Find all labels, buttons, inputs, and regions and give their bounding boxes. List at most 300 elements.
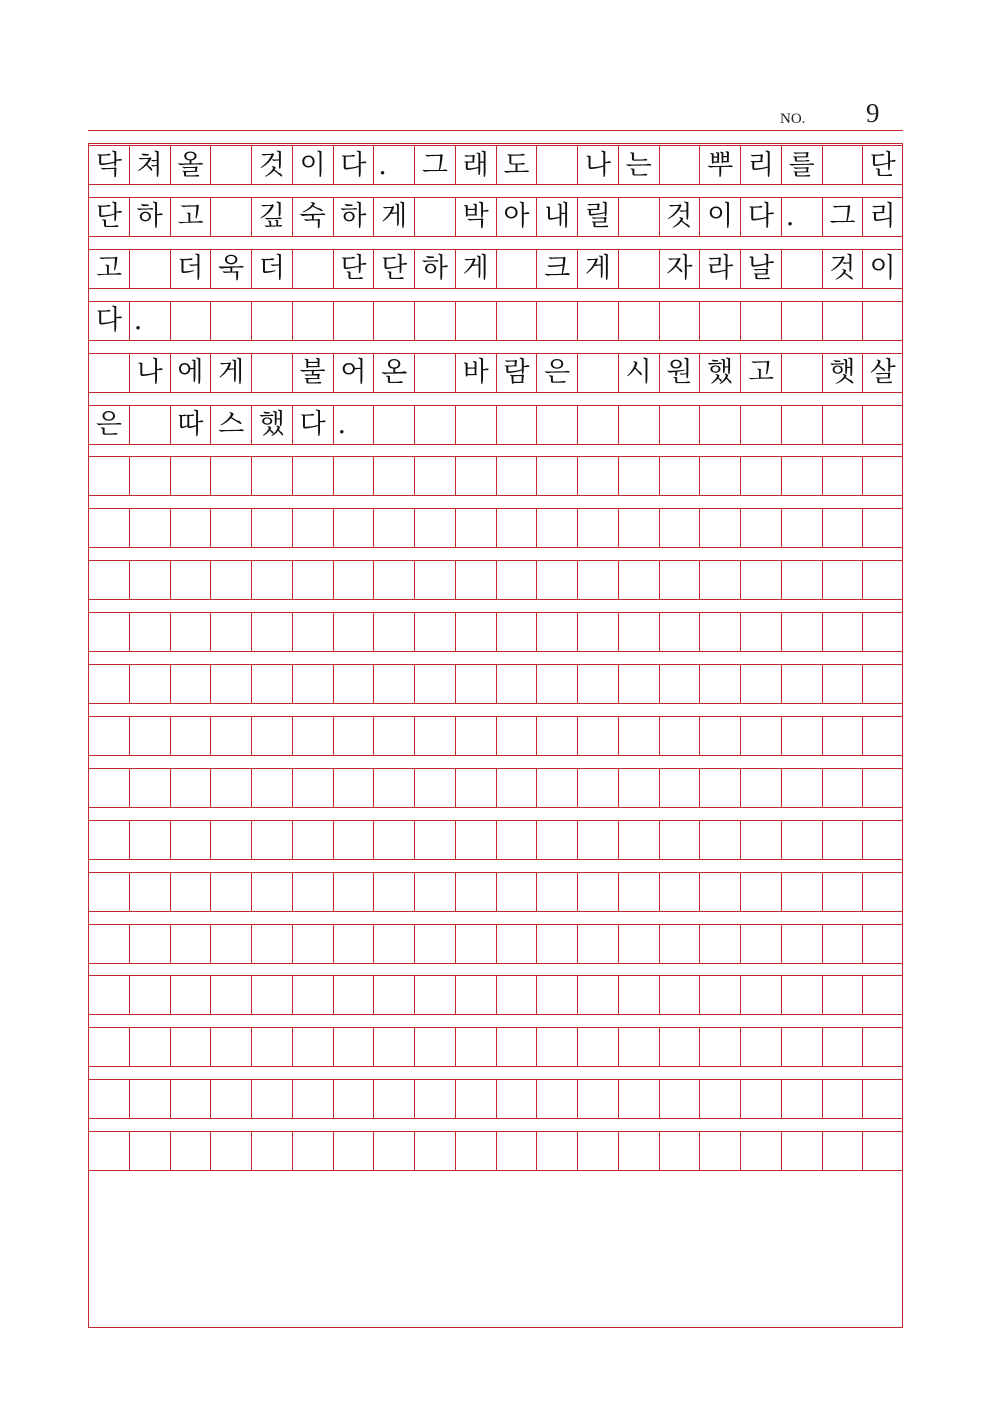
grid-cell <box>781 820 822 860</box>
grid-cell <box>781 664 822 704</box>
grid-cell <box>740 716 781 756</box>
grid-cell <box>862 1027 903 1067</box>
grid-cell <box>170 872 211 912</box>
grid-cell <box>618 664 659 704</box>
grid-cell <box>373 456 414 496</box>
grid-cell: 불 <box>292 353 333 393</box>
grid-cell: 게 <box>455 249 496 289</box>
grid-cell <box>536 872 577 912</box>
grid-cell: 햇 <box>822 353 863 393</box>
grid-cell <box>333 508 374 548</box>
grid-cell <box>333 924 374 964</box>
grid-cell <box>292 456 333 496</box>
grid-cell <box>333 1027 374 1067</box>
grid-cell: 게 <box>373 197 414 237</box>
grid-cell <box>88 456 129 496</box>
grid-cell <box>862 664 903 704</box>
grid-cell <box>373 716 414 756</box>
grid-cell: 그 <box>414 145 455 185</box>
grid-cell: 다 <box>292 405 333 445</box>
grid-cell <box>251 353 292 393</box>
grid-cell <box>129 1079 170 1119</box>
grid-cell <box>577 1027 618 1067</box>
grid-cell: 래 <box>455 145 496 185</box>
grid-cell <box>455 1131 496 1171</box>
grid-cell <box>129 716 170 756</box>
grid-cell: 게 <box>577 249 618 289</box>
grid-cell <box>536 560 577 600</box>
grid-cell <box>129 924 170 964</box>
grid-cell <box>373 508 414 548</box>
grid-cell <box>740 1131 781 1171</box>
grid-cell <box>170 1027 211 1067</box>
page-number: 9 <box>866 98 880 128</box>
grid-cell <box>496 249 537 289</box>
grid-cell <box>88 508 129 548</box>
grid-cell <box>210 301 251 341</box>
grid-cell <box>740 975 781 1015</box>
grid-cell <box>536 768 577 808</box>
grid-cell: . <box>129 301 170 341</box>
grid-cell <box>618 716 659 756</box>
grid-cell: 살 <box>862 353 903 393</box>
grid-cell <box>88 353 129 393</box>
grid-row <box>88 145 903 183</box>
grid-cell <box>659 1131 700 1171</box>
grid-cell: 이 <box>862 249 903 289</box>
grid-cell: 는 <box>618 145 659 185</box>
grid-cell <box>170 301 211 341</box>
grid-cell: 시 <box>618 353 659 393</box>
grid-cell <box>699 820 740 860</box>
grid-cell <box>170 664 211 704</box>
grid-cell: 더 <box>251 249 292 289</box>
grid-cell <box>373 612 414 652</box>
grid-cell <box>496 975 537 1015</box>
grid-cell <box>740 664 781 704</box>
grid-cell: 쳐 <box>129 145 170 185</box>
grid-cell: 내 <box>536 197 577 237</box>
grid-cell <box>414 353 455 393</box>
grid-cell: 그 <box>822 197 863 237</box>
grid-cell <box>496 872 537 912</box>
grid-cell <box>292 1079 333 1119</box>
grid-cell <box>414 1131 455 1171</box>
grid-cell <box>414 301 455 341</box>
grid-cell <box>210 1027 251 1067</box>
grid-cell <box>536 716 577 756</box>
grid-cell <box>414 975 455 1015</box>
grid-cell <box>455 612 496 652</box>
grid-cell <box>781 768 822 808</box>
grid-cell <box>740 872 781 912</box>
grid-cell <box>129 612 170 652</box>
grid-cell <box>292 872 333 912</box>
grid-cell <box>781 924 822 964</box>
grid-cell <box>496 1027 537 1067</box>
grid-cell <box>618 560 659 600</box>
grid-cell <box>659 924 700 964</box>
grid-cell <box>88 560 129 600</box>
grid-cell: 욱 <box>210 249 251 289</box>
grid-cell <box>373 1027 414 1067</box>
grid-cell <box>496 820 537 860</box>
grid-cell <box>740 924 781 964</box>
grid-row <box>88 768 903 806</box>
grid-cell <box>496 456 537 496</box>
grid-cell <box>292 1131 333 1171</box>
grid-cell <box>699 1131 740 1171</box>
grid-cell <box>822 924 863 964</box>
grid-cell <box>740 405 781 445</box>
grid-cell <box>170 924 211 964</box>
grid-cell <box>455 820 496 860</box>
grid-cell <box>251 560 292 600</box>
grid-row <box>88 924 903 962</box>
grid-cell <box>862 820 903 860</box>
grid-row <box>88 405 903 443</box>
grid-cell <box>699 612 740 652</box>
grid-cell <box>862 456 903 496</box>
grid-row <box>88 508 903 546</box>
grid-cell <box>88 612 129 652</box>
grid-cell <box>210 1079 251 1119</box>
grid-cell <box>699 560 740 600</box>
grid-cell <box>822 560 863 600</box>
grid-cell <box>455 924 496 964</box>
grid-cell <box>699 301 740 341</box>
grid-cell <box>699 924 740 964</box>
grid-cell <box>659 301 700 341</box>
grid-cell <box>618 924 659 964</box>
grid-cell <box>414 1079 455 1119</box>
grid-cell <box>373 1079 414 1119</box>
grid-cell <box>414 1027 455 1067</box>
grid-cell: 리 <box>862 197 903 237</box>
grid-cell <box>88 1079 129 1119</box>
grid-cell <box>862 612 903 652</box>
grid-cell <box>414 768 455 808</box>
grid-cell: 단 <box>88 197 129 237</box>
grid-cell <box>292 560 333 600</box>
grid-cell <box>822 301 863 341</box>
grid-cell <box>536 975 577 1015</box>
grid-cell: 깊 <box>251 197 292 237</box>
grid-cell <box>333 301 374 341</box>
grid-cell: 람 <box>496 353 537 393</box>
grid-cell <box>373 975 414 1015</box>
grid-cell <box>414 716 455 756</box>
grid-cell <box>129 456 170 496</box>
grid-cell <box>455 1079 496 1119</box>
grid-cell <box>496 301 537 341</box>
grid-cell: 온 <box>373 353 414 393</box>
grid-cell <box>414 924 455 964</box>
grid-cell <box>292 508 333 548</box>
grid-cell: 것 <box>822 249 863 289</box>
grid-cell <box>822 612 863 652</box>
grid-cell: 닥 <box>88 145 129 185</box>
grid-row <box>88 301 903 339</box>
grid-cell <box>414 820 455 860</box>
grid-cell <box>88 872 129 912</box>
grid-cell <box>781 975 822 1015</box>
grid-cell <box>822 716 863 756</box>
grid-cell <box>781 612 822 652</box>
grid-cell: 은 <box>88 405 129 445</box>
grid-row <box>88 353 903 391</box>
grid-cell <box>210 975 251 1015</box>
grid-cell: 리 <box>740 145 781 185</box>
grid-cell <box>618 768 659 808</box>
grid-cell: 원 <box>659 353 700 393</box>
grid-cell <box>170 768 211 808</box>
grid-cell <box>618 249 659 289</box>
grid-cell <box>781 405 822 445</box>
grid-cell <box>333 456 374 496</box>
grid-cell <box>251 1131 292 1171</box>
grid-cell <box>373 768 414 808</box>
grid-cell: 고 <box>88 249 129 289</box>
grid-cell: 하 <box>129 197 170 237</box>
grid-cell <box>455 301 496 341</box>
grid-cell: 것 <box>251 145 292 185</box>
grid-cell <box>333 1131 374 1171</box>
grid-cell <box>699 975 740 1015</box>
grid-cell <box>577 1131 618 1171</box>
grid-cell <box>373 405 414 445</box>
grid-cell: 했 <box>251 405 292 445</box>
grid-cell <box>251 456 292 496</box>
grid-cell <box>740 612 781 652</box>
grid-cell <box>862 405 903 445</box>
grid-cell <box>170 1079 211 1119</box>
grid-cell <box>862 1079 903 1119</box>
grid-cell <box>659 872 700 912</box>
grid-cell <box>455 975 496 1015</box>
grid-cell <box>210 820 251 860</box>
grid-cell <box>536 820 577 860</box>
grid-row <box>88 456 903 494</box>
grid-cell <box>129 405 170 445</box>
grid-cell <box>170 508 211 548</box>
grid-cell: 올 <box>170 145 211 185</box>
grid-cell <box>333 975 374 1015</box>
grid-cell <box>373 664 414 704</box>
grid-cell <box>536 145 577 185</box>
grid-cell <box>210 664 251 704</box>
grid-cell <box>577 560 618 600</box>
grid-cell: 다 <box>333 145 374 185</box>
grid-row <box>88 1027 903 1065</box>
grid-cell <box>862 716 903 756</box>
grid-cell <box>618 301 659 341</box>
grid-cell <box>659 975 700 1015</box>
grid-cell <box>170 975 211 1015</box>
grid-cell <box>659 612 700 652</box>
grid-cell <box>455 456 496 496</box>
grid-cell <box>414 197 455 237</box>
grid-cell <box>536 1131 577 1171</box>
grid-cell <box>210 612 251 652</box>
grid-cell <box>577 612 618 652</box>
grid-row <box>88 1079 903 1117</box>
grid-cell <box>577 768 618 808</box>
grid-cell <box>373 560 414 600</box>
grid-cell <box>210 716 251 756</box>
grid-cell <box>414 405 455 445</box>
grid-cell <box>740 301 781 341</box>
grid-cell <box>251 975 292 1015</box>
grid-cell <box>740 768 781 808</box>
grid-cell <box>536 456 577 496</box>
grid-cell <box>210 872 251 912</box>
grid-cell <box>577 975 618 1015</box>
grid-cell: 다 <box>88 301 129 341</box>
grid-cell: 박 <box>455 197 496 237</box>
grid-cell <box>862 975 903 1015</box>
page-number-label: NO. <box>780 111 806 127</box>
grid-cell <box>333 664 374 704</box>
grid-cell <box>781 1079 822 1119</box>
grid-cell: 이 <box>699 197 740 237</box>
grid-cell <box>496 924 537 964</box>
grid-cell <box>699 716 740 756</box>
grid-cell <box>129 872 170 912</box>
grid-cell <box>740 560 781 600</box>
grid-cell <box>251 612 292 652</box>
grid-cell: 뿌 <box>699 145 740 185</box>
grid-cell: . <box>333 405 374 445</box>
grid-cell: 라 <box>699 249 740 289</box>
grid-cell <box>373 1131 414 1171</box>
grid-cell: 스 <box>210 405 251 445</box>
grid-cell <box>455 768 496 808</box>
grid-cell <box>333 560 374 600</box>
grid-cell <box>373 820 414 860</box>
grid-cell <box>373 924 414 964</box>
grid-cell <box>699 768 740 808</box>
grid-cell <box>740 1079 781 1119</box>
grid-cell <box>618 1079 659 1119</box>
grid-cell <box>333 768 374 808</box>
grid-cell: 에 <box>170 353 211 393</box>
grid-cell: 것 <box>659 197 700 237</box>
grid-cell <box>536 664 577 704</box>
grid-cell <box>740 508 781 548</box>
grid-cell <box>333 872 374 912</box>
grid-cell <box>781 560 822 600</box>
header-rule <box>88 130 903 131</box>
grid-cell: 나 <box>577 145 618 185</box>
grid-cell <box>699 508 740 548</box>
grid-cell <box>129 560 170 600</box>
grid-cell <box>88 975 129 1015</box>
grid-cell <box>577 716 618 756</box>
grid-cell <box>414 560 455 600</box>
grid-row <box>88 716 903 754</box>
grid-cell <box>292 924 333 964</box>
grid-cell <box>210 145 251 185</box>
grid-cell: 하 <box>414 249 455 289</box>
grid-cell <box>536 1027 577 1067</box>
grid-cell <box>496 716 537 756</box>
grid-cell <box>88 924 129 964</box>
grid-cell: 더 <box>170 249 211 289</box>
grid-cell: 다 <box>740 197 781 237</box>
grid-cell: . <box>781 197 822 237</box>
grid-cell <box>88 664 129 704</box>
grid-cell <box>455 508 496 548</box>
grid-cell <box>822 975 863 1015</box>
grid-cell <box>781 716 822 756</box>
grid-cell <box>536 405 577 445</box>
grid-cell <box>822 145 863 185</box>
grid-cell <box>251 872 292 912</box>
grid-cell <box>88 1131 129 1171</box>
grid-row <box>88 664 903 702</box>
grid-cell: 은 <box>536 353 577 393</box>
grid-cell <box>536 612 577 652</box>
grid-cell <box>210 924 251 964</box>
grid-cell <box>618 405 659 445</box>
grid-cell <box>251 716 292 756</box>
grid-cell <box>210 508 251 548</box>
grid-cell <box>577 872 618 912</box>
grid-cell <box>333 716 374 756</box>
grid-row <box>88 249 903 287</box>
grid-cell <box>129 249 170 289</box>
grid-cell: 이 <box>292 145 333 185</box>
grid-cell <box>292 612 333 652</box>
grid-cell: 게 <box>210 353 251 393</box>
grid-cell <box>822 768 863 808</box>
grid-cell <box>618 975 659 1015</box>
grid-cell <box>251 820 292 860</box>
grid-cell: 단 <box>862 145 903 185</box>
grid-cell <box>618 612 659 652</box>
grid-cell <box>496 405 537 445</box>
grid-cell <box>822 820 863 860</box>
grid-cell <box>414 456 455 496</box>
grid-cell: 를 <box>781 145 822 185</box>
grid-cell: 하 <box>333 197 374 237</box>
grid-cell <box>333 1079 374 1119</box>
grid-cell <box>414 872 455 912</box>
grid-cell <box>862 1131 903 1171</box>
grid-cell <box>496 768 537 808</box>
grid-cell <box>170 716 211 756</box>
grid-cell <box>577 1079 618 1119</box>
grid-cell <box>659 820 700 860</box>
grid-cell <box>699 1079 740 1119</box>
grid-cell <box>414 612 455 652</box>
grid-cell <box>210 768 251 808</box>
grid-cell <box>129 768 170 808</box>
grid-cell <box>659 508 700 548</box>
grid-cell <box>781 249 822 289</box>
grid-cell: 단 <box>333 249 374 289</box>
grid-cell <box>577 664 618 704</box>
grid-cell: 숙 <box>292 197 333 237</box>
grid-cell <box>781 456 822 496</box>
grid-cell <box>210 560 251 600</box>
grid-cell <box>699 456 740 496</box>
grid-cell: 고 <box>740 353 781 393</box>
grid-cell <box>292 716 333 756</box>
grid-cell: 도 <box>496 145 537 185</box>
grid-cell <box>496 612 537 652</box>
